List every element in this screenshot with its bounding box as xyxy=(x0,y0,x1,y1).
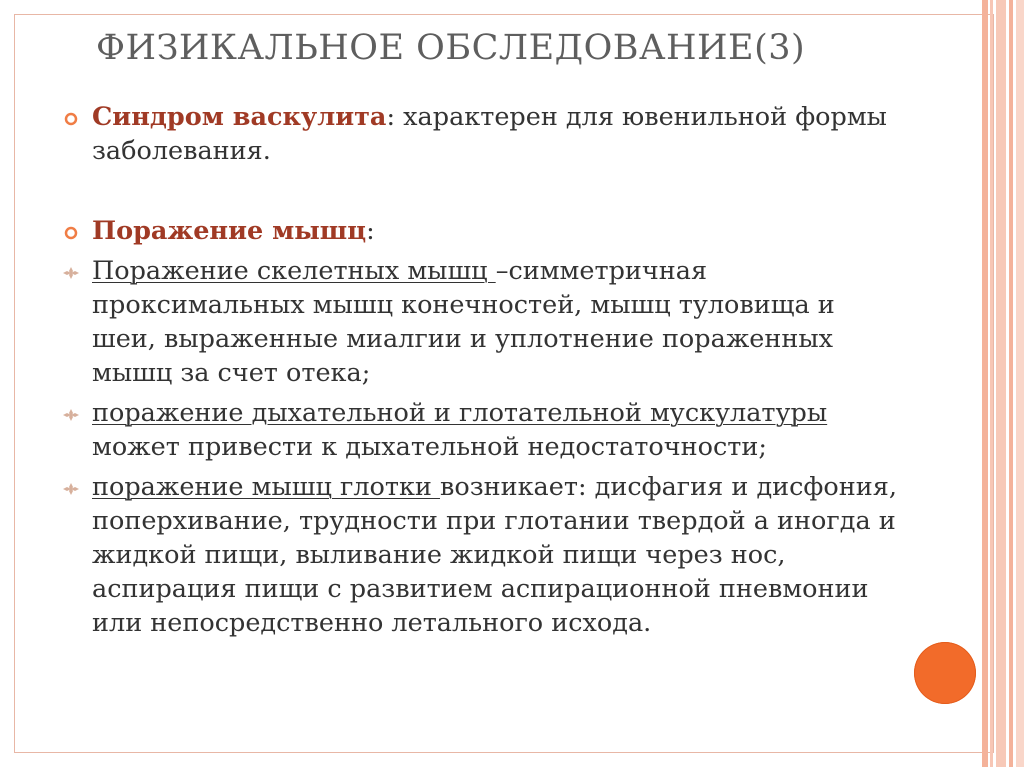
item-underlined: поражение дыхательной и глотательной мускулатуры xyxy=(92,398,828,428)
item-text: –симметричная проксимальных мышц конечностей, мышц туловища и шеи, выраженные миалгии и уплотнение пораженных мышц за счет отека; xyxy=(92,256,835,388)
decor-stripe xyxy=(1009,0,1013,767)
item-text: возникает: дисфагия и дисфония, поперхивание, трудности при глотании твердой а иногда и жидкой пищи, выливание жидкой пищи через нос, аспирация пищи с развитием аспирационной пневмонии или непосредственно летального исхода. xyxy=(92,472,897,638)
item-text: : xyxy=(366,216,375,246)
item-text: может привести к дыхательной недостаточности; xyxy=(92,432,767,462)
decor-stripe xyxy=(990,0,993,767)
ring-bullet-icon xyxy=(62,100,82,134)
sub-item-skeletal xyxy=(60,254,900,390)
item-heading: Синдром васкулита xyxy=(92,102,387,132)
item-text: : характерен для ювенильной формы заболевания. xyxy=(92,102,887,166)
decor-circle xyxy=(914,642,976,704)
slide-title: ФИЗИКАЛЬНОЕ ОБСЛЕДОВАНИЕ(3) xyxy=(96,28,806,68)
decor-stripe xyxy=(996,0,1006,767)
sub-item-pharynx xyxy=(60,470,900,640)
sub-item-respiratory xyxy=(60,396,900,464)
ring-bullet-icon xyxy=(62,214,82,248)
diamond-bullet-icon xyxy=(62,470,82,504)
item-underlined: Поражение скелетных мышц xyxy=(92,256,496,286)
item-underlined: поражение мышц глотки xyxy=(92,472,441,502)
diamond-bullet-icon xyxy=(62,396,82,430)
decor-stripe xyxy=(982,0,988,767)
bullet-item-vasculitis xyxy=(60,100,900,168)
diamond-bullet-icon xyxy=(62,254,82,288)
bullet-item-muscle xyxy=(60,214,900,248)
item-heading: Поражение мышц xyxy=(92,216,367,246)
slide-content xyxy=(60,100,900,640)
decor-stripe xyxy=(1016,0,1024,767)
